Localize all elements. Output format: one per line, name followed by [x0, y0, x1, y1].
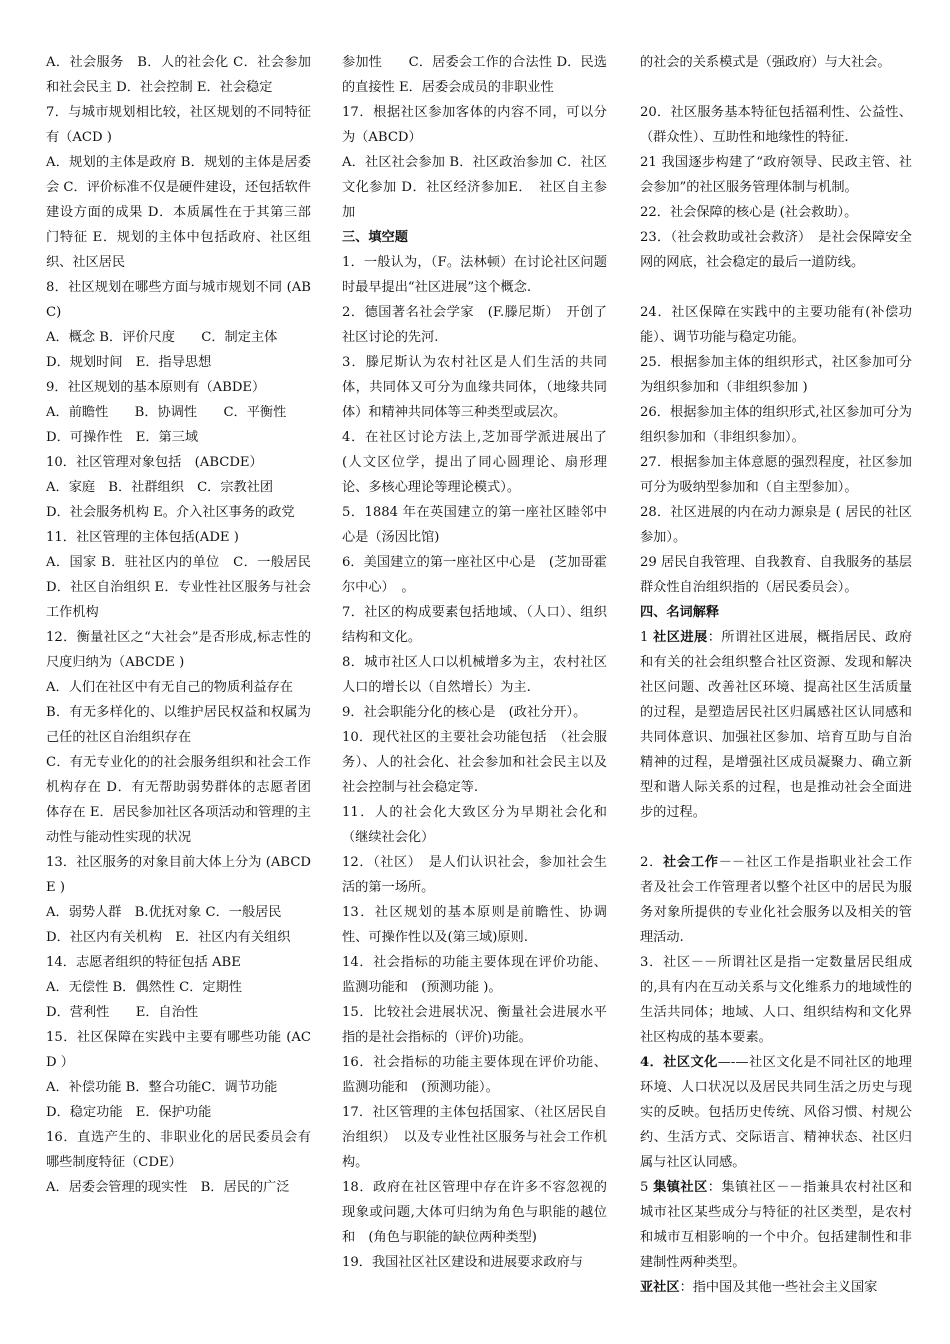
question-8: 8．社区规划在哪些方面与城市规划不同 (ABC): [46, 280, 311, 320]
fill-item: 25．根据参加主体的组织形式，社区参加可分为组织参加和（非组织参加 ): [640, 355, 912, 395]
paragraph: B．有无多样化的、以维护居民权益和权属为己任的社区自治组织存在: [46, 705, 311, 745]
term-number: 5: [640, 1180, 654, 1195]
fill-item: 18．政府在社区管理中存在许多不容忽视的现象或问题,大体可归纳为角色与职能的越位和 (角色与职能的缺位两种类型): [342, 1180, 607, 1245]
blank-line: [640, 825, 912, 850]
question-12: 12．衡量社区之“大社会”是否形成,标志性的尺度归纳为（ABCDE ): [46, 630, 311, 670]
term-number: 4．: [640, 1055, 664, 1070]
term-name: 社会工作: [663, 855, 719, 870]
fill-item: 14．社会指标的功能主要体现在评价功能、监测功能和 (预测功能 )。: [342, 955, 607, 995]
fill-item: 19．我国社区社区建设和进展要求政府与: [342, 1255, 583, 1270]
paragraph: A．无偿性 B．偶然性 C．定期性: [46, 980, 242, 995]
term-text: ：指中国及其他一些社会主义国家: [679, 1280, 878, 1295]
fill-item: 4．在社区讨论方法上,芝加哥学派进展出了(人文区位学，提出了同心圆理论、扇形理论、多核心理论等理论模式）。: [342, 430, 607, 495]
term-name: 亚社区: [640, 1280, 680, 1295]
term-name: 集镇社区: [653, 1180, 708, 1195]
paragraph: A．社会服务 B．人的社会化 C．社会参加和社会民主 D．社会控制 E．社会稳定: [46, 55, 311, 95]
paragraph: A．弱势人群 B.优抚对象 C．一般居民: [46, 905, 282, 920]
paragraph: D．规划时间 E．指导思想: [46, 355, 212, 370]
fill-item: 5．1884 年在英国建立的第一座社区睦邻中心是（汤因比馆): [342, 505, 607, 545]
fill-item: 13．社区规划的基本原则是前瞻性、协调性、可操作性以及(第三域)原则.: [342, 905, 607, 945]
term-text: 社区－－所谓社区是指一定数量居民组成的,具有内在互动关系与文化维系力的地域性的生活共同体；地域、人口、组织结构和文化界社区构成的基本要素。: [640, 955, 913, 1045]
fill-item: 22．社会保障的核心是 (社会救助）。: [640, 205, 858, 220]
fill-item: 23．（社会救助或社会救济） 是社会保障安全网的网底，社会稳定的最后一道防线。: [640, 230, 912, 270]
paragraph: C．有无专业化的的社会服务组织和社会工作机构存在 D．有无帮助弱势群体的志愿者团体存在 E．居民参加社区各项活动和管理的主动性与能动性实现的状况: [46, 755, 311, 845]
fill-item: 15．比较社会进展状况、衡量社会进展水平指的是社会指标的（评价)功能。: [342, 1005, 607, 1045]
term-text: —-—社区文化是不同社区的地理环境、人口状况以及居民共同生活之历史与现实的反映。包括历史传统、风俗习惯、村规公约、生活方式、交际语言、精神状态、社区归属与社区认同感。: [640, 1055, 912, 1170]
fill-item: 9．社会职能分化的核心是 (政社分开）。: [342, 705, 587, 720]
term-definition: [640, 950, 912, 1050]
paragraph: D．可操作性 E．第三域: [46, 430, 199, 445]
term-name: 社区文化: [663, 1055, 718, 1070]
column-middle: [342, 50, 607, 1275]
section-heading-fill-in: 三、填空题: [342, 230, 408, 245]
fill-item: 8．城市社区人口以机械增多为主，农村社区人口的增长以（自然增长）为主.: [342, 655, 607, 695]
paragraph: A．规划的主体是政府 B．规划的主体是居委会 C．评价标准不仅是硬件建设，还包括软件建设方面的成果 D．本质属性在于其第三部门特征 E．规划的主体中包括政府、社区组织、社区居民: [46, 155, 311, 270]
term-text: ：集镇社区－－指兼具农村社区和城市社区某些成分与特征的社区类型，是农村和城市互相影响的一个中介。包括建制性和非建制性两种类型。: [640, 1180, 912, 1270]
fill-item: 21 我国逐步构建了“政府领导、民政主管、社会参加”的社区服务管理体制与机制。: [640, 155, 912, 195]
question-10: 10．社区管理对象包括 (ABCDE）: [46, 455, 263, 470]
fill-item: 的社会的关系模式是（强政府）与大社会。: [640, 55, 891, 70]
paragraph: D．稳定功能 E．保护功能: [46, 1105, 212, 1120]
term-number: 3．: [640, 955, 664, 970]
question-9: 9．社区规划的基本原则有（ABDE）: [46, 380, 266, 395]
term-definition: [640, 625, 912, 825]
fill-item: 20．社区服务基本特征包括福利性、公益性、（群众性）、互助性和地缘性的特征.: [640, 105, 912, 145]
paragraph: A．国家 B．驻社区内的单位 C．一般居民 D．社区自治组织 E．专业性社区服务与社会工作机构: [46, 555, 311, 620]
fill-item: 10．现代社区的主要社会功能包括 （社会服务）、人的社会化、社会参加和社会民主以及社会控制与社会稳定等.: [342, 730, 607, 795]
fill-item: 28．社区进展的内在动力源泉是 ( 居民的社区参加）。: [640, 505, 912, 545]
question-7: 7．与城市规划相比较，社区规划的不同特征有（ACD ): [46, 105, 311, 145]
section-heading-terms: 四、名词解释: [640, 605, 720, 620]
fill-item: 7．社区的构成要素包括地域、（人口）、组织结构和文化。: [342, 605, 607, 645]
fill-item: 6．美国建立的第一座社区中心是 (芝加哥霍尔中心） 。: [342, 555, 607, 595]
fill-item: 12．（社区） 是人们认识社会，参加社会生活的第一场所。: [342, 855, 607, 895]
fill-item: 26．根据参加主体的组织形式,社区参加可分为组织参加和（非组织参加）。: [640, 405, 912, 445]
blank-line: [640, 275, 912, 300]
question-11: 11．社区管理的主体包括(ADE ): [46, 530, 239, 545]
term-definition: [640, 850, 912, 950]
term-definition: [640, 1275, 912, 1300]
term-number: 2．: [640, 855, 664, 870]
term-definition: [640, 1175, 912, 1275]
fill-item: 1．一般认为，（F。法林顿）在讨论社区问题时最早提出“社区进展”这个概念.: [342, 255, 607, 295]
paragraph: A．居委会管理的现实性 B．居民的广泛: [46, 1180, 290, 1195]
fill-item: 16．社会指标的功能主要体现在评价功能、监测功能和 (预测功能）。: [342, 1055, 607, 1095]
paragraph: A．家庭 B．社群组织 C．宗教社团: [46, 480, 274, 495]
blank-line: [640, 75, 912, 100]
paragraph: A．概念 B．评价尺度 C．制定主体: [46, 330, 278, 345]
paragraph: D．社区内有关机构 E．社区内有关组织: [46, 930, 291, 945]
fill-item: 2．德国著名社会学家 (F.滕尼斯） 开创了社区讨论的先河.: [342, 305, 607, 345]
term-definition: [640, 1050, 912, 1175]
fill-item: 29 居民自我管理、自我教育、自我服务的基层群众性自治组织指的（居民委员会）。: [640, 555, 912, 595]
paragraph: 参加性 C．居委会工作的合法性 D．民选的直接性 E．居委会成员的非职业性: [342, 55, 607, 95]
term-text: ：所谓社区进展，概指居民、政府和有关的社会组织整合社区资源、发现和解决社区问题、改善社区环境、提高社区生活质量的过程，是塑造居民社区归属感社区认同感和共同体意识、加强社区参加、培育互助与自治精神的过程，是增强社区成员凝聚力、确立新型和谐人际关系的过程，也是推动社会全面进步的过程。: [640, 630, 913, 820]
term-text: －－社区工作是指职业社会工作者及社会工作管理者以整个社区中的居民为服务对象所提供的专业化社会服务以及相关的管理活动.: [640, 855, 913, 945]
term-name: 社区进展: [653, 630, 708, 645]
paragraph: A．补偿功能 B．整合功能C．调节功能: [46, 1080, 278, 1095]
paragraph: D．社会服务机构 E。介入社区事务的政党: [46, 505, 295, 520]
paragraph: A．社区社会参加 B．社区政治参加 C．社区文化参加 D．社区经济参加E． 社区自主参加: [342, 155, 607, 220]
question-15: 15．社区保障在实践中主要有哪些功能 (ACD ）: [46, 1030, 311, 1070]
term-number: 1: [640, 630, 654, 645]
question-14: 14．志愿者组织的特征包括 ABE: [46, 955, 241, 970]
column-right: [640, 50, 912, 1300]
fill-item: 17．社区管理的主体包括国家、（社区居民自治组织） 以及专业性社区服务与社会工作机构。: [342, 1105, 607, 1170]
fill-item: 24．社区保障在实践中的主要功能有(补偿功能）、调节功能与稳定功能。: [640, 305, 912, 345]
paragraph: A．人们在社区中有无自己的物质利益存在: [46, 680, 293, 695]
fill-item: 3．滕尼斯认为农村社区是人们生活的共同体，共同体又可分为血缘共同体，（地缘共同体）和精神共同体等三种类型或层次。: [342, 355, 607, 420]
paragraph: D．营利性 E．自治性: [46, 1005, 199, 1020]
fill-item: 27．根据参加主体意愿的强烈程度，社区参加可分为吸纳型参加和（自主型参加）。: [640, 455, 912, 495]
question-17: 17．根据社区参加客体的内容不同，可以分为（ABCD）: [342, 105, 607, 145]
fill-item: 11．人的社会化大致区分为早期社会化和（继续社会化）: [342, 805, 607, 845]
question-16: 16．直选产生的、非职业化的居民委员会有哪些制度特征（CDE）: [46, 1130, 311, 1170]
paragraph: A．前瞻性 B．协调性 C．平衡性: [46, 405, 287, 420]
column-left: [46, 50, 311, 1200]
question-13: 13．社区服务的对象目前大体上分为 (ABCDE ): [46, 855, 311, 895]
